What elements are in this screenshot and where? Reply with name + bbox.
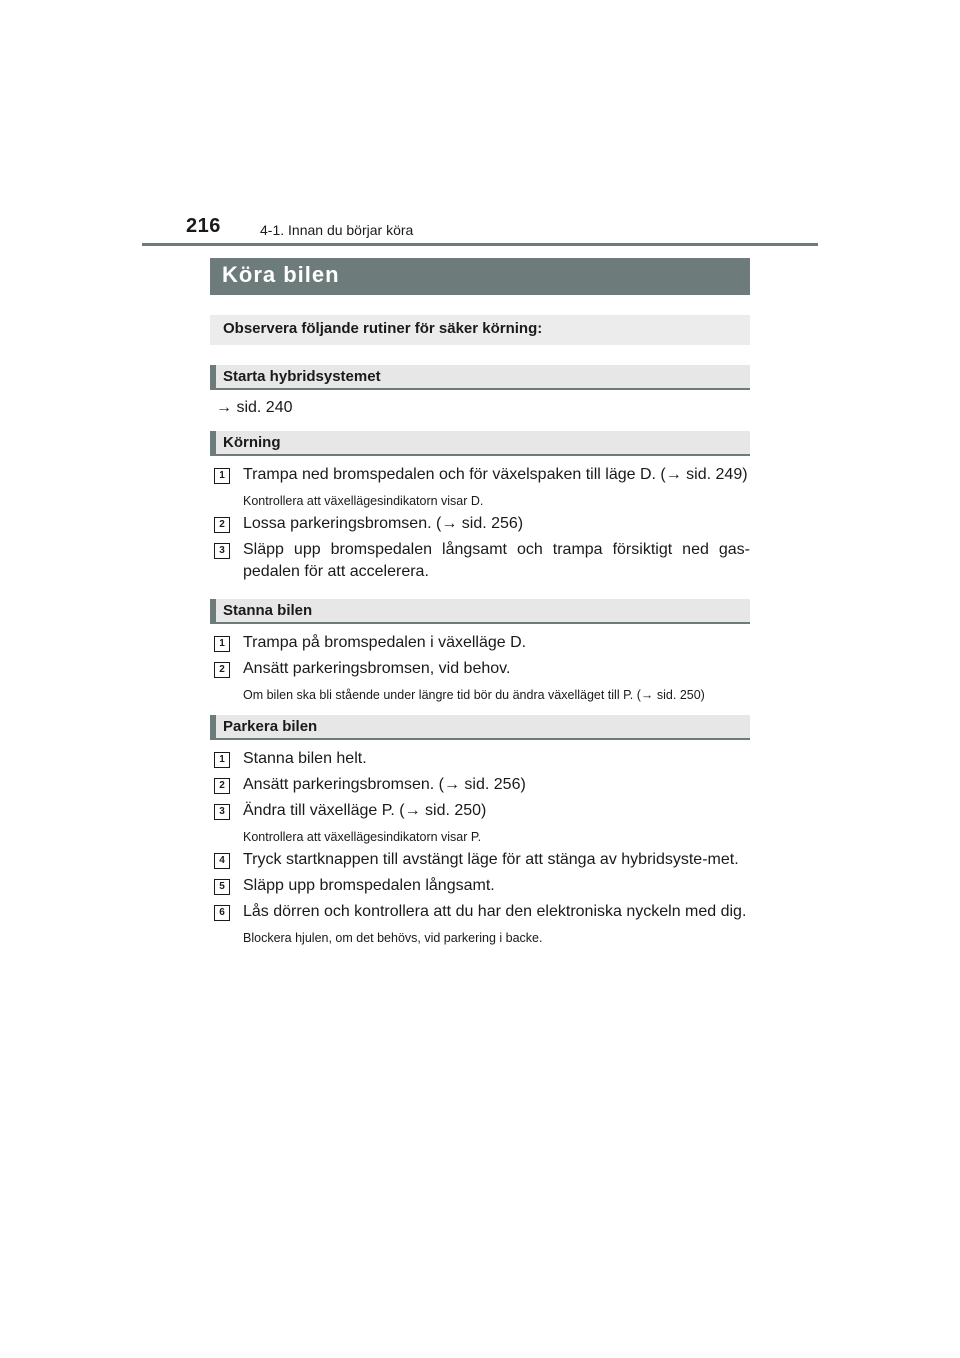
step-item xyxy=(210,464,750,509)
step-text: Lossa parkeringsbromsen. (→ sid. 256) xyxy=(243,515,524,532)
section-heading-starta: Starta hybridsystemet xyxy=(210,365,750,390)
step-item xyxy=(210,774,750,796)
step-note: Kontrollera att växellägesindikatorn visar P. xyxy=(243,830,482,844)
step-item xyxy=(210,901,750,946)
step-number: 3 xyxy=(214,543,230,559)
step-text: Ansätt parkeringsbromsen, vid behov. xyxy=(243,660,511,677)
step-note: Om bilen ska bli stående under längre tid bör du ändra växelläget till P. (→ sid. 250) xyxy=(243,688,705,702)
section-path: 4-1. Innan du börjar köra xyxy=(260,222,414,238)
steps-parkera xyxy=(210,748,750,946)
step-item xyxy=(210,513,750,535)
step-number: 1 xyxy=(214,468,230,484)
step-text: Trampa på bromspedalen i växelläge D. xyxy=(243,634,527,651)
step-text: Ändra till växelläge P. (→ sid. 250) xyxy=(243,802,487,819)
step-item xyxy=(210,632,750,654)
step-text: Stanna bilen helt. xyxy=(243,750,367,767)
step-number: 6 xyxy=(214,905,230,921)
intro-box: Observera följande rutiner för säker körning: xyxy=(210,315,750,345)
step-text: Tryck startknappen till avstängt läge för att stänga av hybridsyste-met. xyxy=(243,851,739,868)
page-title: Köra bilen xyxy=(210,258,750,295)
step-item xyxy=(210,658,750,703)
step-text: Släpp upp bromspedalen långsamt. xyxy=(243,877,495,894)
step-number: 1 xyxy=(214,752,230,768)
header-divider xyxy=(142,243,818,246)
step-note: Kontrollera att växellägesindikatorn visar D. xyxy=(243,494,484,508)
step-text: Släpp upp bromspedalen långsamt och trampa försiktigt ned gas-pedalen för att accelerera. xyxy=(243,541,750,580)
page-header xyxy=(0,0,960,250)
step-number: 2 xyxy=(214,662,230,678)
steps-korning xyxy=(210,464,750,583)
section-heading-parkera: Parkera bilen xyxy=(210,715,750,740)
step-text: Ansätt parkeringsbromsen. (→ sid. 256) xyxy=(243,776,526,793)
step-item xyxy=(210,800,750,845)
step-text: Trampa ned bromspedalen och för växelspaken till läge D. (→ sid. 249) xyxy=(243,466,748,483)
step-number: 4 xyxy=(214,853,230,869)
step-item xyxy=(210,539,750,583)
step-item xyxy=(210,875,750,897)
step-item xyxy=(210,849,750,871)
section-heading-stanna: Stanna bilen xyxy=(210,599,750,624)
step-note: Blockera hjulen, om det behövs, vid parkering i backe. xyxy=(243,931,543,945)
section-heading-korning: Körning xyxy=(210,431,750,456)
step-text: Lås dörren och kontrollera att du har den elektroniska nyckeln med dig. xyxy=(243,903,747,920)
step-number: 5 xyxy=(214,879,230,895)
page-number: 216 xyxy=(186,215,221,237)
steps-stanna xyxy=(210,632,750,703)
step-number: 1 xyxy=(214,636,230,652)
step-number: 2 xyxy=(214,778,230,794)
step-number: 3 xyxy=(214,804,230,820)
main-content xyxy=(210,258,750,950)
step-item xyxy=(210,748,750,770)
step-number: 2 xyxy=(214,517,230,533)
page-reference: → sid. 240 xyxy=(216,399,293,416)
